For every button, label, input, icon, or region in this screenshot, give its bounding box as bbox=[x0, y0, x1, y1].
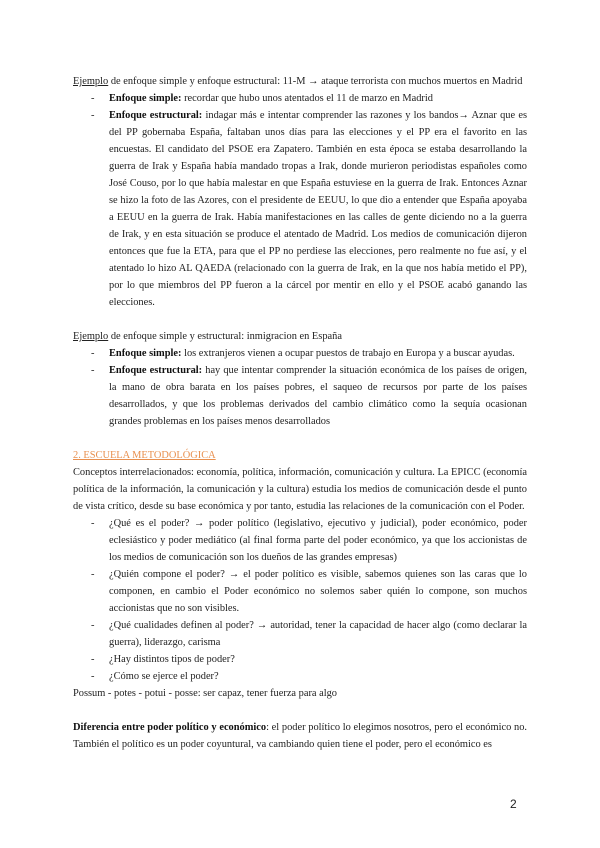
list-item: - ¿Qué es el poder? → poder político (legislativo, ejecutivo y judicial), poder económico, poder eclesiástico y poder mediático (al final forma parte del poder económico, ya que los accionistas de los medios de comunicación son los dueños de las grandes empresas) bbox=[91, 518, 527, 563]
list-item: - ¿Quién compone el poder? → el poder político es visible, sabemos quienes son las caras que lo componen, en cambio el Poder económico no solemos saber quién lo compone, son muchos accionistas que no son visibles. bbox=[91, 569, 527, 614]
page-content bbox=[73, 73, 527, 753]
difference-paragraph: Diferencia entre poder político y económico: el poder político lo elegimos nosotros, pero el económico no. También el político es un poder coyuntural, va cambiando quien tiene el poder, pero el económico es bbox=[73, 722, 527, 750]
list-item: - ¿Cómo se ejerce el poder? bbox=[91, 671, 219, 682]
example-1-link: Ejemplo bbox=[73, 76, 109, 87]
example-1-list bbox=[73, 90, 527, 311]
example-2-intro: Ejemplo de enfoque simple y estructural: inmigracion en España bbox=[73, 331, 342, 342]
page-number: 2 bbox=[510, 797, 517, 811]
list-item: - ¿Hay distintos tipos de poder? bbox=[91, 654, 235, 665]
list-item: - Enfoque simple: los extranjeros vienen a ocupar puestos de trabajo en Europa y a buscar ayudas. bbox=[91, 348, 515, 359]
section-heading: 2. ESCUELA METODOLÓGICA bbox=[73, 450, 216, 461]
list-item: - ¿Qué cualidades definen al poder? → autoridad, tener la capacidad de hacer algo (como declarar la guerra), liderazgo, carisma bbox=[91, 620, 527, 648]
example-2-link: Ejemplo bbox=[73, 331, 109, 342]
example-1-intro: Ejemplo de enfoque simple y enfoque estructural: 11-M → ataque terrorista con muchos muertos en Madrid bbox=[73, 76, 523, 87]
questions-list bbox=[73, 515, 527, 685]
list-item: - Enfoque estructural: indagar más e intentar comprender las razones y los bandos→ Aznar que es del PP gobernaba España, faltaban unos días para las elecciones y el PP era el favorito en las encuestas. El candidato del PSOE era Zapatero. También en esta época se estaba desarrollando la guerra de Irak y España había mandado tropas a Irak, donde murieron periodistas españoles como José Couso, por lo que había malestar en que España estuviese en la guerra de Irak. Entonces Aznar se hizo la foto de las Azores, con el presidente de EEUU, lo que dio a entender que España apoyaba a EEUU en la guerra de Irak. Había manifestaciones en las calles de gente diciendo no a la guerra de Irak, y en esta situación se produce el atentado de Madrid. Los medios de comunicación dijeron entonces que fue la ETA, para que el PP no perdiese las elecciones, pero realmente no fue así, y el atentado lo hizo AL QAEDA (relacionado con la guerra de Irak, en la que nos había metido el PP), por lo que miembros del PP fueron a la cárcel por mentir en ello y el PSOE acabó ganando las elecciones. bbox=[91, 110, 527, 308]
possum-line: Possum - potes - potui - posse: ser capaz, tener fuerza para algo bbox=[73, 688, 338, 699]
example-2-list bbox=[73, 345, 527, 430]
list-item: - Enfoque estructural: hay que intentar comprender la situación económica de los países de origen, la mano de obra barata en los países pobres, el saqueo de recursos por parte de los países desarrollados, y que los problemas derivados del cambio climático como la sequía ocasionan grandes problemas en los países menos desarrollados bbox=[91, 365, 527, 427]
section-paragraph: Conceptos interrelacionados: economía, política, información, comunicación y cultura. La EPICC (economía política de la información, la comunicación y la cultura) estudia los medios de comunicación desde el punto de vista crítico, desde su base económica y por tanto, estudia las relaciones de la comunicación con el Poder. bbox=[73, 467, 527, 512]
list-item: - Enfoque simple: recordar que hubo unos atentados el 11 de marzo en Madrid bbox=[91, 93, 433, 104]
